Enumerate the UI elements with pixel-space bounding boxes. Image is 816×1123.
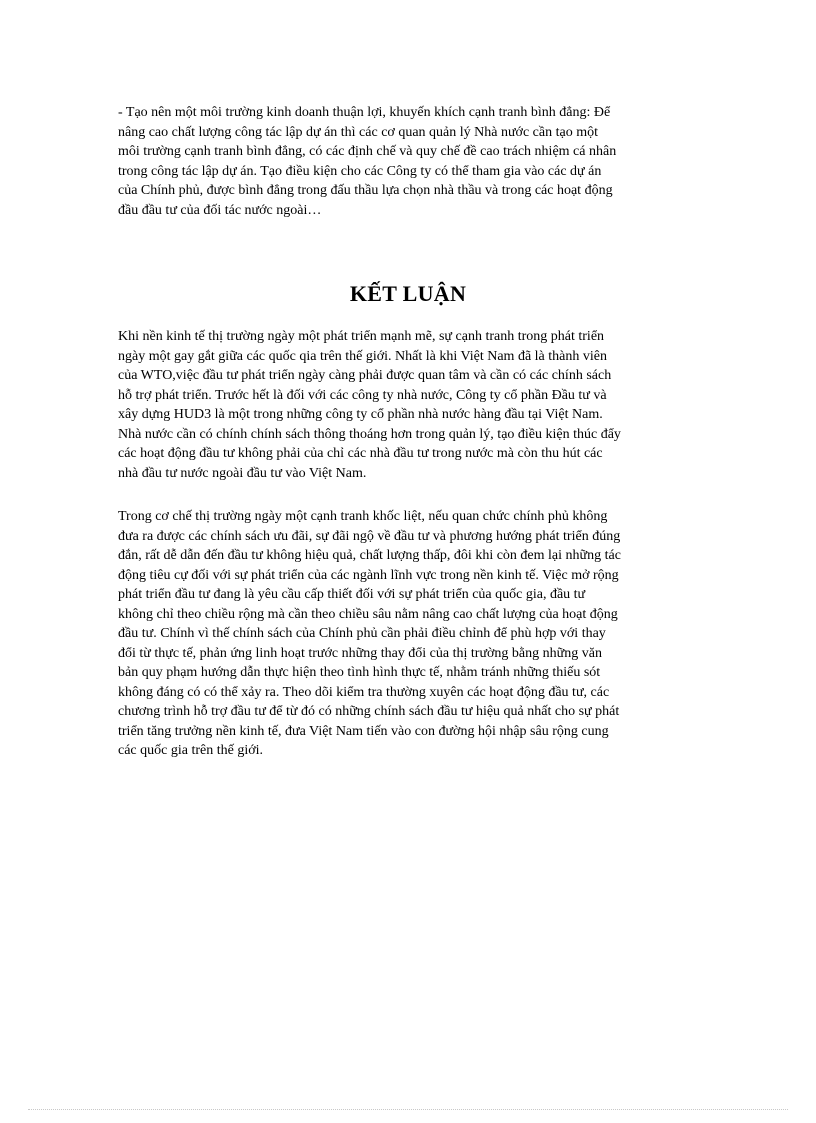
text-line: Nhà nước cần có chính chính sách thông thoáng hơn trong quản lý, tạo điều kiện thúc đẩy bbox=[118, 426, 621, 442]
text-line: đắn, rất dễ dẫn đến đầu tư không hiệu quả, chất lượng thấp, đôi khi còn đem lại những tác bbox=[118, 548, 621, 563]
text-line: Trong cơ chế thị trường ngày một cạnh tranh khốc liệt, nếu quan chức chính phủ không bbox=[118, 509, 608, 524]
text-line: ngày một gay gắt giữa các quốc qia trên thế giới. Nhất là khi Việt Nam đã là thành viên bbox=[118, 348, 607, 364]
text-line: chương trình hỗ trợ đầu tư để từ đó có những chính sách đầu tư hiệu quả nhất cho sự phát bbox=[118, 704, 620, 719]
text-line: - Tạo nên một môi trường kinh doanh thuận lợi, khuyến khích cạnh tranh bình đẳng: Để bbox=[118, 105, 611, 120]
intro-paragraph bbox=[118, 103, 698, 220]
text-line: động tiêu cự đối với sự phát triển của các ngành lĩnh vực trong nền kinh tế. Việc mở rộng bbox=[118, 567, 619, 583]
text-line: các quốc gia trên thế giới. bbox=[118, 743, 264, 758]
text-line: xây dựng HUD3 là một trong những công ty cổ phần nhà nước hàng đầu tại Việt Nam. bbox=[118, 407, 603, 422]
text-line: đưa ra được các chính sách ưu đãi, sự đãi ngộ về đầu tư và phương hướng phát triển đúng bbox=[118, 528, 621, 544]
page-bottom-divider bbox=[28, 1109, 788, 1110]
text-line: Khi nền kinh tế thị trường ngày một phát triển mạnh mẽ, sự cạnh tranh trong phát triển bbox=[118, 329, 605, 344]
text-line: đầu tư. Chính vì thế chính sách của Chính phủ cần phải điều chỉnh để phù hợp với thay bbox=[118, 626, 606, 641]
text-line: môi trường cạnh tranh bình đẳng, có các định chế và quy chế đề cao trách nhiệm cá nhân bbox=[118, 144, 617, 159]
text-line: trong công tác lập dự án. Tạo điều kiện cho các Công ty có thể tham gia vào các dự án bbox=[118, 163, 602, 179]
text-line: không chỉ theo chiều rộng mà cần theo chiều sâu nằm nâng cao chất lượng của hoạt động bbox=[118, 606, 618, 622]
text-line: đổi từ thực tế, phản ứng linh hoạt trước những thay đổi của thị trường bằng những văn bbox=[118, 645, 602, 661]
text-line: nhà đầu tư nước ngoài đầu tư vào Việt Nam. bbox=[118, 465, 367, 481]
conclusion-paragraph-1 bbox=[118, 327, 698, 483]
text-line: hỗ trợ phát triển. Trước hết là đối với các công ty nhà nước, Công ty cổ phần Đầu tư và bbox=[118, 387, 607, 403]
text-line: của Chính phủ, được bình đẳng trong đấu thầu lựa chọn nhà thầu và trong các hoạt động bbox=[118, 183, 613, 198]
text-line: các hoạt động đầu tư không phải của chỉ các nhà đầu tư trong nước mà còn thu hút các bbox=[118, 446, 603, 461]
text-line: nâng cao chất lượng công tác lập dự án thì các cơ quan quản lý Nhà nước cần tạo một bbox=[118, 124, 598, 140]
text-line: phát triển đầu tư đang là yêu cầu cấp thiết đối với sự phát triển của quốc gia, đầu tư bbox=[118, 587, 586, 602]
text-line: triển tăng trưởng nền kinh tế, đưa Việt Nam tiến vào con đường hội nhập sâu rộng cung bbox=[118, 723, 609, 739]
text-line: không đáng có có thể xảy ra. Theo dõi kiểm tra thường xuyên các hoạt động đầu tư, các bbox=[118, 684, 610, 700]
text-line: bản quy phạm hướng dẫn thực hiện theo tình hình thực tế, nhằm tránh những thiếu sót bbox=[118, 665, 601, 680]
text-line: đầu đầu tư của đối tác nước ngoài… bbox=[118, 202, 322, 218]
conclusion-paragraph-2 bbox=[118, 507, 698, 761]
text-line: của WTO,việc đầu tư phát triển ngày càng phải được quan tâm và cần có các chính sách bbox=[118, 368, 612, 383]
section-title: KẾT LUẬN bbox=[349, 281, 467, 306]
